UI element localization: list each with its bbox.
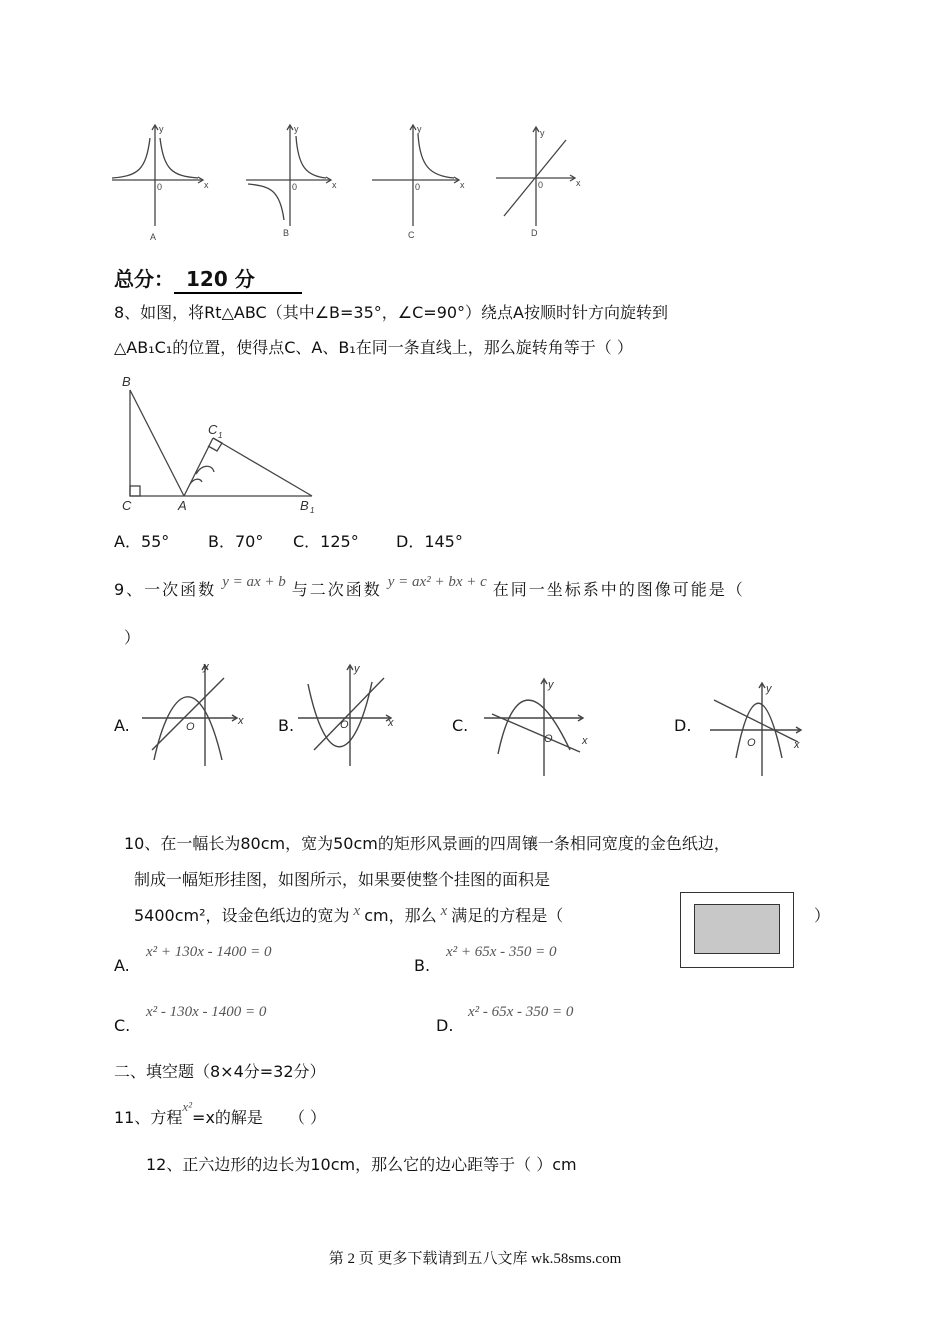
q7-b-label: B bbox=[283, 228, 290, 238]
q10-line3 bbox=[134, 903, 564, 927]
q8-line1: 8、如图，将Rt△ABC（其中∠B=35°，∠C=90°）绕点A按顺时针方向旋转到 bbox=[114, 303, 669, 322]
q9-quadratic-function: y = ax² + bx + c bbox=[387, 574, 487, 590]
page-footer: 第 2 页 更多下载请到五八文库 wk.58sms.com bbox=[328, 1251, 622, 1267]
q8-option-d: D．145° bbox=[396, 532, 463, 551]
q9-d-x: x bbox=[794, 739, 800, 751]
q10-option-c-eq: x² - 130x - 1400 = 0 bbox=[146, 1004, 267, 1020]
q9-close: ） bbox=[124, 628, 141, 647]
q7-b-x: x bbox=[332, 180, 337, 190]
q7-c-x: x bbox=[460, 180, 465, 190]
q10-line3-a: 5400cm²，设金色纸边的宽为 bbox=[134, 906, 350, 925]
q10-painting bbox=[694, 904, 780, 954]
q9-a-y: y bbox=[203, 661, 209, 673]
q9-b-x: x bbox=[388, 717, 394, 729]
q7-d-y: y bbox=[540, 128, 545, 138]
q7-d-label: D bbox=[531, 228, 538, 238]
q8-option-a: A．55° bbox=[114, 532, 170, 551]
q9-b-o: O bbox=[340, 719, 349, 731]
q7-c-o: 0 bbox=[415, 182, 421, 192]
q10-option-b-eq: x² + 65x - 350 = 0 bbox=[446, 944, 557, 960]
q8-line2: △AB₁C₁的位置，使得点C、A、B₁在同一条直线上，那么旋转角等于（ ） bbox=[114, 338, 633, 357]
q10-close: ） bbox=[814, 906, 831, 925]
q9-c-o: O bbox=[544, 733, 553, 745]
q9-a-o: O bbox=[186, 721, 195, 733]
q7-a-label: A bbox=[150, 232, 157, 242]
q11-blank: （ ） bbox=[288, 1108, 327, 1127]
q9-c-x: x bbox=[582, 735, 588, 747]
q10-line3-c: 满足的方程是（ bbox=[451, 906, 564, 925]
q8-label-c: C bbox=[122, 498, 132, 513]
q9-c-y: y bbox=[548, 679, 554, 691]
q8-option-c: C．125° bbox=[293, 532, 359, 551]
q7-figures bbox=[100, 118, 600, 248]
q9-a-x: x bbox=[238, 715, 244, 727]
q8-triangle-figure bbox=[118, 372, 328, 514]
q9-d-y: y bbox=[766, 683, 772, 695]
q11-math: x² bbox=[182, 1099, 193, 1114]
total-score-value: 120 分 bbox=[174, 263, 302, 294]
q10-option-a-label: A. bbox=[114, 956, 130, 975]
q8-label-c1: C bbox=[208, 422, 218, 437]
q11-prefix: 11、方程 bbox=[114, 1108, 183, 1127]
q8-label-c1-sub: 1 bbox=[218, 431, 223, 440]
q8-label-b1-sub: 1 bbox=[310, 506, 315, 514]
q9-option-a: A. bbox=[114, 716, 130, 735]
q9-option-c: C. bbox=[452, 716, 469, 735]
q7-b-o: 0 bbox=[292, 182, 298, 192]
q10-line1: 10、在一幅长为80cm，宽为50cm的矩形风景画的四周镶一条相同宽度的金色纸边， bbox=[124, 834, 730, 853]
q7-c-label: C bbox=[408, 230, 415, 240]
total-score-label: 总分： bbox=[114, 267, 174, 291]
q7-a-y: y bbox=[159, 124, 164, 134]
q8-label-b1: B bbox=[300, 498, 309, 513]
q11-suffix: =x的解是 bbox=[192, 1108, 263, 1127]
q10-var-x-1: x bbox=[353, 903, 361, 919]
q9-prefix: 9、一次函数 bbox=[114, 580, 217, 599]
q11 bbox=[114, 1099, 327, 1129]
q9-b-y: y bbox=[354, 663, 360, 675]
q9-suffix: 在同一坐标系中的图像可能是（ bbox=[492, 580, 745, 599]
q9-linear-function: y = ax + b bbox=[222, 574, 286, 590]
q9-d-o: O bbox=[747, 737, 756, 749]
section2-title: 二、填空题（8×4分=32分） bbox=[114, 1062, 326, 1081]
q7-b-y: y bbox=[294, 124, 299, 134]
q10-var-x-2: x bbox=[440, 903, 448, 919]
q10-option-a-eq: x² + 130x - 1400 = 0 bbox=[146, 944, 272, 960]
total-score bbox=[114, 263, 302, 294]
q9-middle: 与二次函数 bbox=[291, 580, 382, 599]
q10-line3-b: cm，那么 bbox=[364, 906, 437, 925]
q7-d-o: 0 bbox=[538, 180, 544, 190]
q7-a-o: 0 bbox=[157, 182, 163, 192]
q10-option-b-label: B. bbox=[414, 956, 431, 975]
q7-a-x: x bbox=[204, 180, 209, 190]
q7-c-y: y bbox=[417, 124, 422, 134]
q10-option-d-label: D. bbox=[436, 1016, 454, 1035]
q9-option-d: D. bbox=[674, 716, 692, 735]
q9-graphs bbox=[130, 656, 830, 780]
q8-label-b: B bbox=[122, 374, 131, 389]
q7-d-x: x bbox=[576, 178, 581, 188]
q10-line2: 制成一幅矩形挂图，如图所示，如果要使整个挂图的面积是 bbox=[134, 870, 551, 889]
q8-label-a: A bbox=[178, 498, 187, 513]
q10-option-d-eq: x² - 65x - 350 = 0 bbox=[468, 1004, 574, 1020]
q10-frame-figure bbox=[680, 892, 794, 968]
q9-line bbox=[114, 574, 745, 601]
q8-option-b: B．70° bbox=[208, 532, 264, 551]
q9-option-b: B. bbox=[278, 716, 295, 735]
q12: 12、正六边形的边长为10cm，那么它的边心距等于（ ）cm bbox=[146, 1155, 577, 1174]
q10-option-c-label: C. bbox=[114, 1016, 131, 1035]
